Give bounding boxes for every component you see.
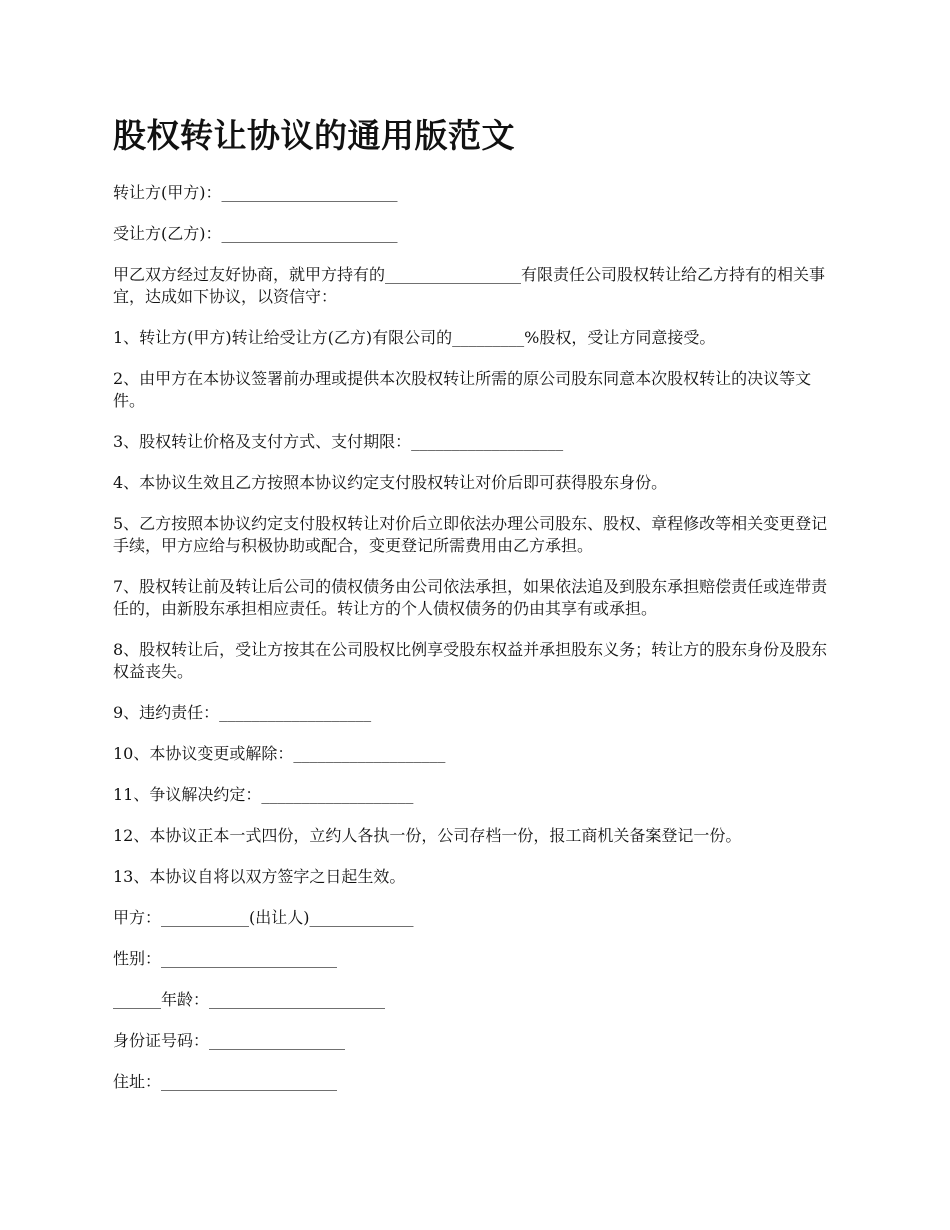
signature-address: 住址：______________________ (113, 1072, 338, 1091)
clause-7: 7、股权转让前及转让后公司的债权债务由公司依法承担，如果依法追及到股东承担赔偿责任或连带责任的，由新股东承担相应责任。转让方的个人债权债务的仍由其享有或承担。 (113, 577, 828, 618)
document-page (113, 112, 843, 1112)
document-title: 股权转让协议的通用版范文 (113, 116, 515, 155)
clause-5: 5、乙方按照本协议约定支付股权转让对价后立即依法办理公司股东、股权、章程修改等相关变更登记手续，甲方应给与积极协助或配合，变更登记所需费用由乙方承担。 (113, 514, 828, 555)
clause-8: 8、股权转让后，受让方按其在公司股权比例享受股东权益并承担股东义务；转让方的股东身份及股东权益丧失。 (113, 640, 828, 681)
signature-gender: 性别：______________________ (113, 949, 338, 968)
clause-9: 9、违约责任：___________________ (113, 703, 372, 722)
signature-age: ______年龄：______________________ (113, 990, 386, 1009)
document-body (113, 182, 843, 1093)
clause-12: 12、本协议正本一式四份，立约人各执一份，公司存档一份，报工商机关备案登记一份。 (113, 826, 742, 845)
clause-13: 13、本协议自将以双方签字之日起生效。 (113, 867, 406, 886)
clause-10: 10、本协议变更或解除：___________________ (113, 744, 446, 763)
party-b-line: 受让方(乙方)：______________________ (113, 224, 398, 243)
clause-1: 1、转让方(甲方)转让给受让方(乙方)有限公司的_________%股权，受让方同意接受。 (113, 328, 716, 347)
clause-4: 4、本协议生效且乙方按照本协议约定支付股权转让对价后即可获得股东身份。 (113, 473, 668, 492)
clause-2: 2、由甲方在本协议签署前办理或提供本次股权转让所需的原公司股东同意本次股权转让的决议等文件。 (113, 369, 812, 410)
signature-id-number: 身份证号码：_________________ (113, 1031, 346, 1050)
clause-3: 3、股权转让价格及支付方式、支付期限：___________________ (113, 432, 564, 451)
signature-party-a: 甲方：___________(出让人)_____________ (113, 908, 414, 927)
preamble-paragraph: 甲乙双方经过友好协商，就甲方持有的_________________有限责任公司股权转让给乙方持有的相关事宜，达成如下协议，以资信守： (113, 265, 826, 306)
clause-11: 11、争议解决约定：___________________ (113, 785, 414, 804)
party-a-line: 转让方(甲方)：______________________ (113, 183, 398, 202)
